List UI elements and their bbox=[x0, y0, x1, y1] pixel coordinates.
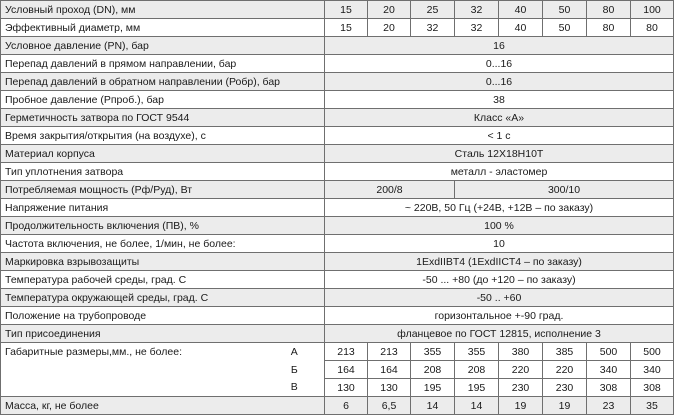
dimension-value: 213 bbox=[368, 343, 411, 361]
dimension-value: 500 bbox=[631, 343, 674, 361]
dimension-value: 130 bbox=[325, 379, 368, 397]
param-label: Продолжительность включения (ПВ), % bbox=[1, 217, 325, 235]
spec-row bbox=[1, 73, 674, 91]
dimensions-label bbox=[1, 379, 265, 397]
dimension-value: 500 bbox=[587, 343, 631, 361]
param-value: 50 bbox=[543, 19, 587, 37]
spec-row bbox=[1, 343, 674, 361]
spec-row bbox=[1, 289, 674, 307]
param-value: 16 bbox=[325, 37, 674, 55]
param-value: ~ 220В, 50 Гц (+24В, +12В – по заказу) bbox=[325, 199, 674, 217]
param-label: Пробное давление (Рпроб.), бар bbox=[1, 91, 325, 109]
spec-row bbox=[1, 91, 674, 109]
param-value: 40 bbox=[499, 1, 543, 19]
param-value: 20 bbox=[368, 19, 411, 37]
spec-row bbox=[1, 19, 674, 37]
spec-row bbox=[1, 1, 674, 19]
mass-value: 19 bbox=[499, 397, 543, 415]
dimension-value: 213 bbox=[325, 343, 368, 361]
param-value: 32 bbox=[455, 19, 499, 37]
dimension-value: 380 bbox=[499, 343, 543, 361]
param-value: 15 bbox=[325, 1, 368, 19]
param-label: Напряжение питания bbox=[1, 199, 325, 217]
dimension-letter: А bbox=[265, 343, 325, 361]
spec-row bbox=[1, 217, 674, 235]
spec-row bbox=[1, 145, 674, 163]
dimension-value: 308 bbox=[587, 379, 631, 397]
dimensions-label: Габаритные размеры,мм., не более: bbox=[1, 343, 265, 361]
param-label: Условный проход (DN), мм bbox=[1, 1, 325, 19]
param-value: 100 bbox=[631, 1, 674, 19]
param-label: Время закрытия/открытия (на воздухе), с bbox=[1, 127, 325, 145]
param-value: 100 % bbox=[325, 217, 674, 235]
param-label: Условное давление (PN), бар bbox=[1, 37, 325, 55]
param-value: 80 bbox=[631, 19, 674, 37]
mass-value: 19 bbox=[543, 397, 587, 415]
dimension-value: 208 bbox=[411, 361, 455, 379]
dimension-value: 220 bbox=[543, 361, 587, 379]
dimension-value: 340 bbox=[587, 361, 631, 379]
dimension-letter: В bbox=[265, 379, 325, 397]
param-value: 50 bbox=[543, 1, 587, 19]
param-label: Частота включения, не более, 1/мин, не более: bbox=[1, 235, 325, 253]
spec-row bbox=[1, 325, 674, 343]
param-value: фланцевое по ГОСТ 12815, исполнение 3 bbox=[325, 325, 674, 343]
param-value: 32 bbox=[411, 19, 455, 37]
param-label: Перепад давлений в обратном направлении (Робр), бар bbox=[1, 73, 325, 91]
mass-value: 6 bbox=[325, 397, 368, 415]
mass-value: 35 bbox=[631, 397, 674, 415]
dimension-letter: Б bbox=[265, 361, 325, 379]
param-value: 32 bbox=[455, 1, 499, 19]
spec-row bbox=[1, 271, 674, 289]
param-label: Эффективный диаметр, мм bbox=[1, 19, 325, 37]
dimension-value: 195 bbox=[411, 379, 455, 397]
dimension-value: 355 bbox=[411, 343, 455, 361]
spec-row bbox=[1, 37, 674, 55]
spec-row bbox=[1, 397, 674, 415]
param-value: < 1 с bbox=[325, 127, 674, 145]
param-value: Класс «А» bbox=[325, 109, 674, 127]
param-value: 40 bbox=[499, 19, 543, 37]
spec-row bbox=[1, 307, 674, 325]
param-label: Маркировка взрывозащиты bbox=[1, 253, 325, 271]
dimension-value: 164 bbox=[325, 361, 368, 379]
param-value: 25 bbox=[411, 1, 455, 19]
param-label: Температура окружающей среды, град. С bbox=[1, 289, 325, 307]
param-value: 20 bbox=[368, 1, 411, 19]
param-value: Сталь 12Х18Н10Т bbox=[325, 145, 674, 163]
param-value: 1ExdIIBT4 (1ExdIICT4 – по заказу) bbox=[325, 253, 674, 271]
spec-row bbox=[1, 55, 674, 73]
param-value: 0...16 bbox=[325, 55, 674, 73]
param-label: Температура рабочей среды, град. С bbox=[1, 271, 325, 289]
param-label: Тип уплотнения затвора bbox=[1, 163, 325, 181]
mass-value: 14 bbox=[411, 397, 455, 415]
dimension-value: 355 bbox=[455, 343, 499, 361]
dimension-value: 220 bbox=[499, 361, 543, 379]
param-label: Материал корпуса bbox=[1, 145, 325, 163]
spec-row bbox=[1, 181, 674, 199]
spec-row bbox=[1, 199, 674, 217]
dimension-value: 164 bbox=[368, 361, 411, 379]
param-value: 200/8 bbox=[325, 181, 455, 199]
param-value: 80 bbox=[587, 1, 631, 19]
spec-row bbox=[1, 127, 674, 145]
mass-value: 23 bbox=[587, 397, 631, 415]
spec-row bbox=[1, 163, 674, 181]
dimension-value: 208 bbox=[455, 361, 499, 379]
mass-value: 14 bbox=[455, 397, 499, 415]
param-value: -50 ... +80 (до +120 – по заказу) bbox=[325, 271, 674, 289]
param-value: 38 bbox=[325, 91, 674, 109]
param-value: -50 .. +60 bbox=[325, 289, 674, 307]
dimension-value: 308 bbox=[631, 379, 674, 397]
param-label: Перепад давлений в прямом направлении, бар bbox=[1, 55, 325, 73]
spec-row bbox=[1, 109, 674, 127]
param-label: Тип присоединения bbox=[1, 325, 325, 343]
spec-row bbox=[1, 235, 674, 253]
param-label: Положение на трубопроводе bbox=[1, 307, 325, 325]
dimensions-label bbox=[1, 361, 265, 379]
dimension-value: 195 bbox=[455, 379, 499, 397]
param-value: 0...16 bbox=[325, 73, 674, 91]
param-value: 300/10 bbox=[455, 181, 674, 199]
spec-row bbox=[1, 361, 674, 379]
param-label: Герметичность затвора по ГОСТ 9544 bbox=[1, 109, 325, 127]
dimension-value: 230 bbox=[499, 379, 543, 397]
dimension-value: 230 bbox=[543, 379, 587, 397]
dimension-value: 130 bbox=[368, 379, 411, 397]
param-value: 10 bbox=[325, 235, 674, 253]
dimension-value: 385 bbox=[543, 343, 587, 361]
param-value: 80 bbox=[587, 19, 631, 37]
param-value: 15 bbox=[325, 19, 368, 37]
param-value: металл - эластомер bbox=[325, 163, 674, 181]
mass-label: Масса, кг, не более bbox=[1, 397, 325, 415]
spec-row bbox=[1, 253, 674, 271]
dimension-value: 340 bbox=[631, 361, 674, 379]
param-value: горизонтальное +-90 град. bbox=[325, 307, 674, 325]
spec-row bbox=[1, 379, 674, 397]
mass-value: 6,5 bbox=[368, 397, 411, 415]
param-label: Потребляемая мощность (Рф/Руд), Вт bbox=[1, 181, 325, 199]
